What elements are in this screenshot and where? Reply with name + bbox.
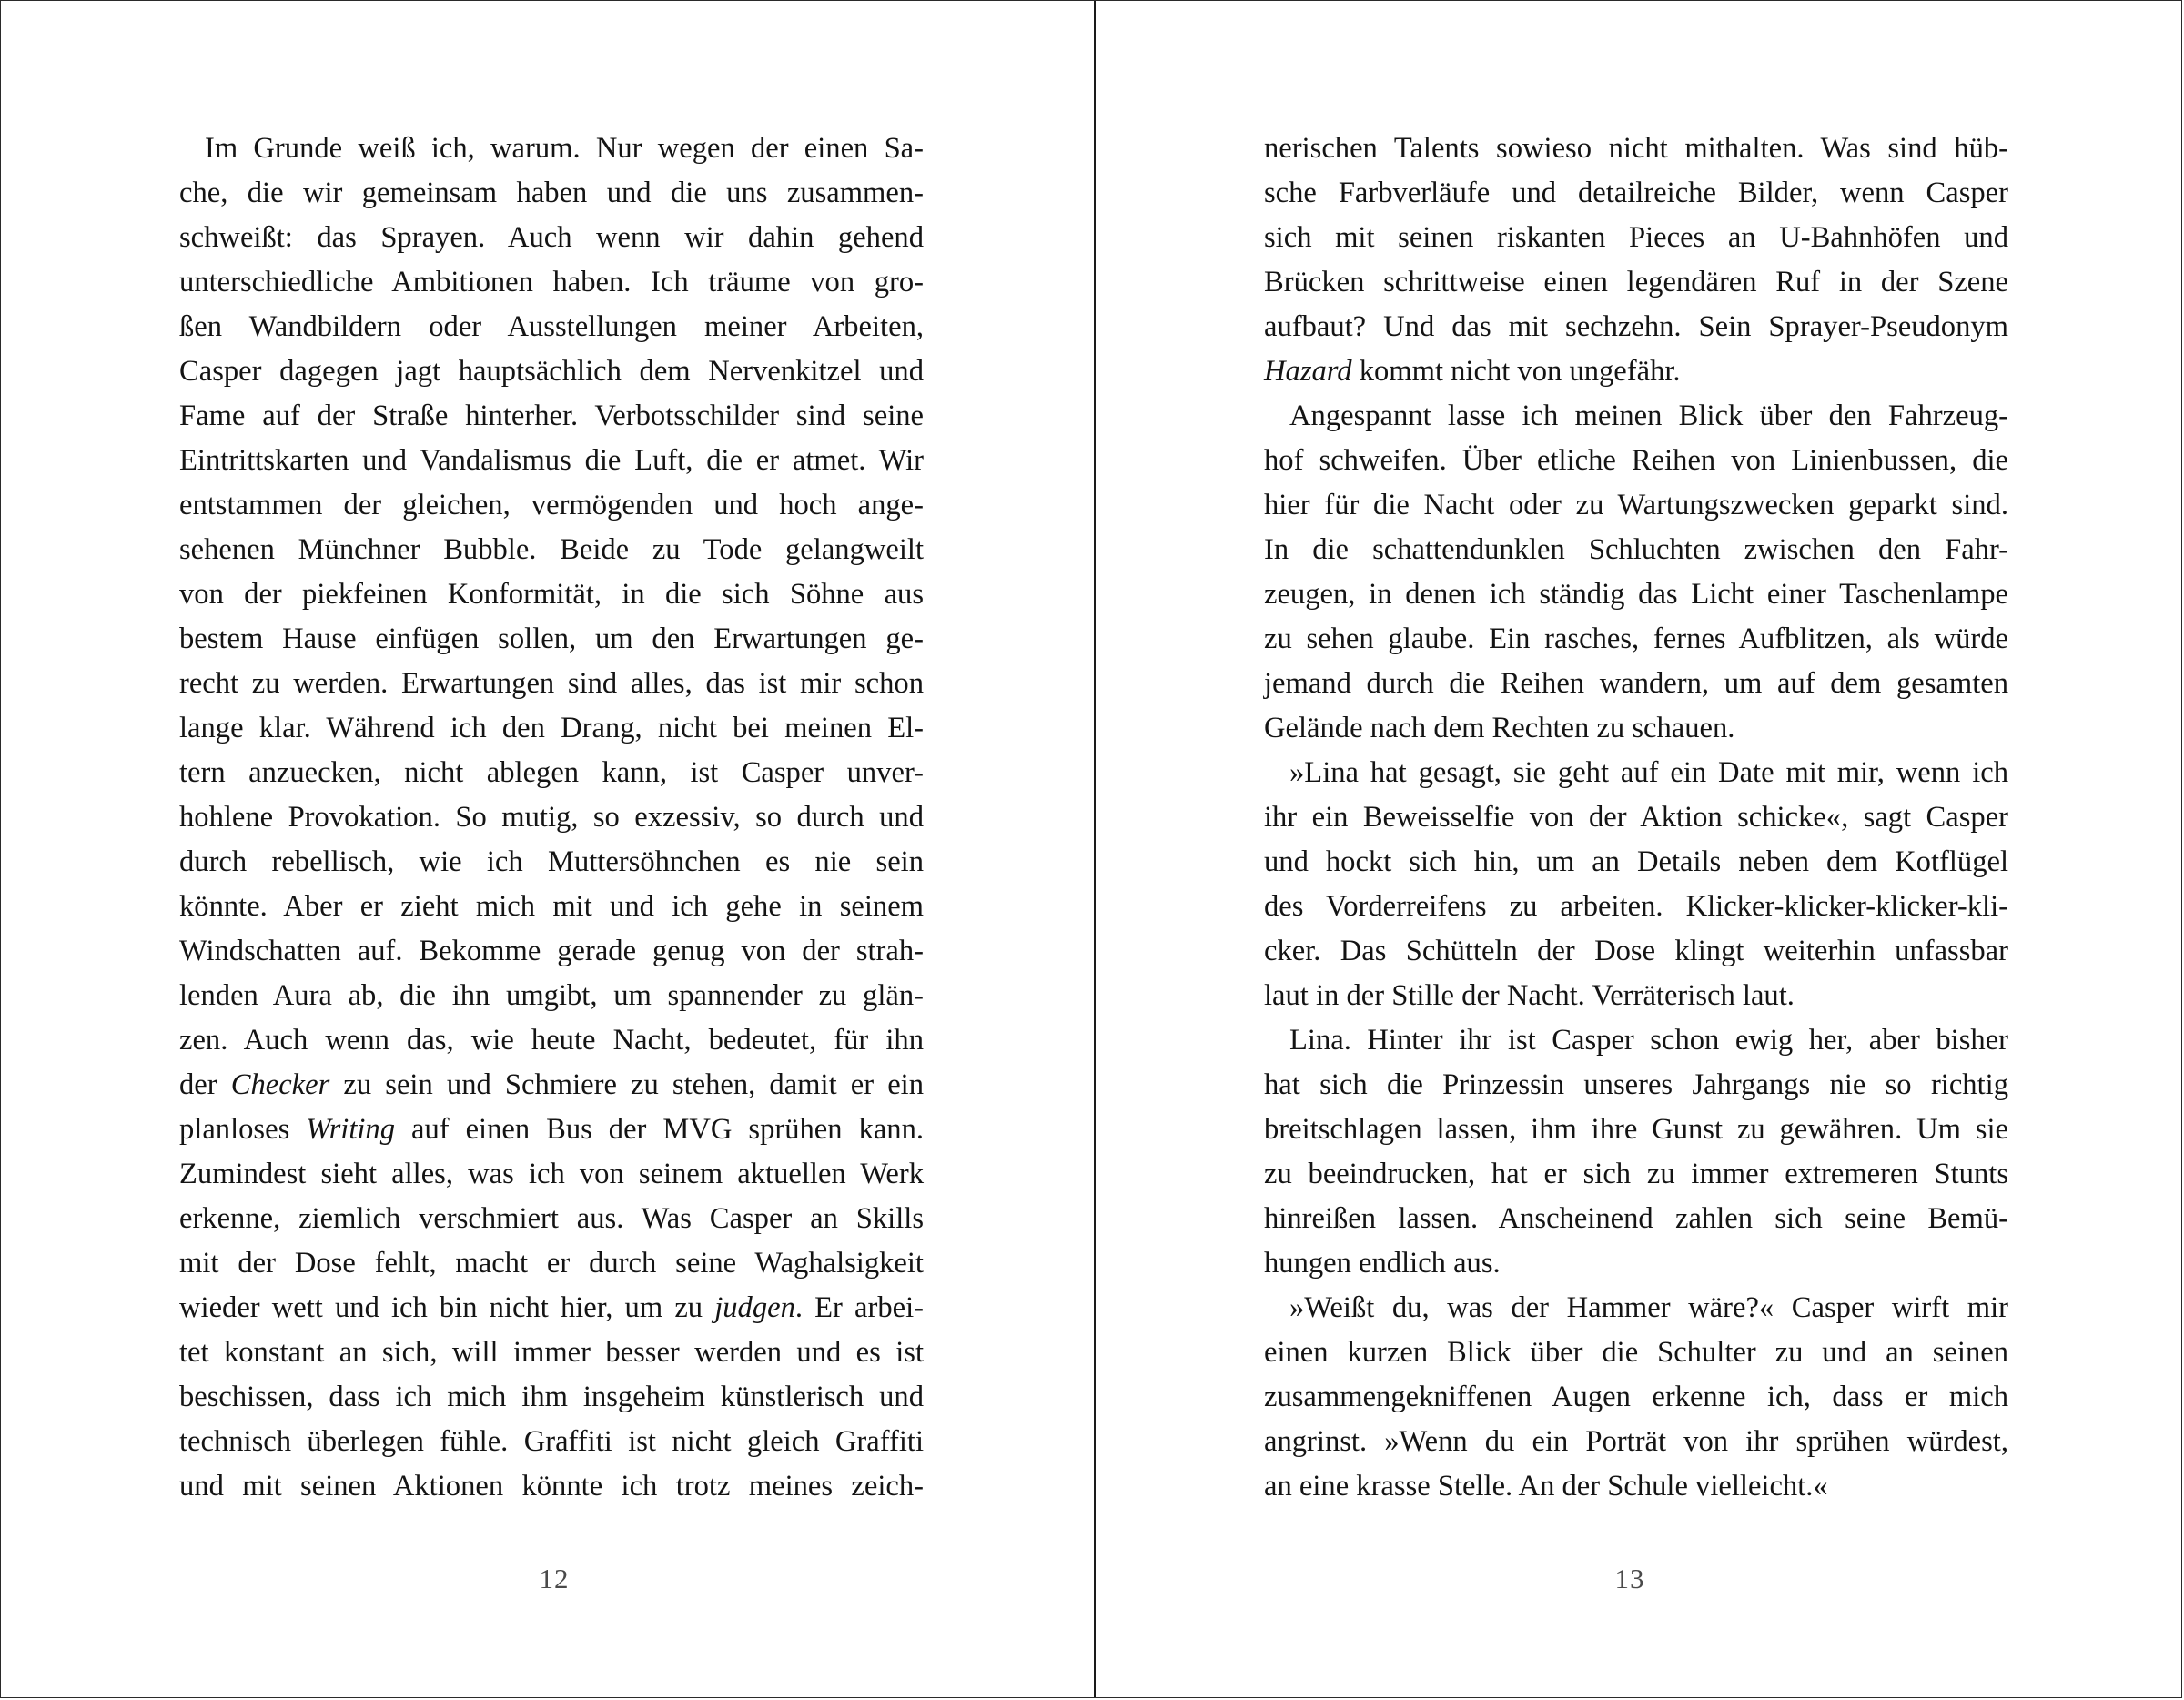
text-line: tet konstant an sich, will immer besser werden und es ist bbox=[179, 1336, 924, 1369]
text-line: entstammen der gleichen, vermögenden und hoch ange- bbox=[179, 489, 924, 521]
text-line: aufbaut? Und das mit sechzehn. Sein Sprayer-Pseudonym bbox=[1264, 310, 2008, 343]
text-line: einen kurzen Blick über die Schulter zu und an seinen bbox=[1264, 1336, 2008, 1369]
text-line: laut in der Stille der Nacht. Verräterisch laut. bbox=[1264, 979, 1795, 1012]
text-line: beschissen, dass ich mich ihm insgeheim künstlerisch und bbox=[179, 1381, 924, 1413]
text-line: Gelände nach dem Rechten zu schauen. bbox=[1264, 712, 1735, 744]
text-line bbox=[179, 1108, 924, 1152]
text-line: sche Farbverläufe und detailreiche Bilder, wenn Casper bbox=[1264, 177, 2008, 209]
text-line: und mit seinen Aktionen könnte ich trotz meines zeich- bbox=[179, 1470, 924, 1503]
text-line: hungen endlich aus. bbox=[1264, 1247, 1501, 1280]
text-line: schweißt: das Sprayen. Auch wenn wir dahin gehend bbox=[179, 221, 924, 254]
text-line: Angespannt lasse ich meinen Blick über den Fahrzeug- bbox=[1289, 400, 2008, 432]
right-page-number: 13 bbox=[1614, 1563, 1645, 1594]
text-line: zu sehen glaube. Ein rasches, fernes Aufblitzen, als würde bbox=[1264, 622, 2008, 655]
text-segment: kommt nicht von ungefähr. bbox=[1351, 355, 1681, 388]
italic-term: Hazard bbox=[1264, 355, 1352, 388]
text-line: Windschatten auf. Bekomme gerade genug von der strah- bbox=[179, 935, 924, 967]
text-line: nerischen Talents sowieso nicht mithalten. Was sind hüb- bbox=[1264, 132, 2008, 165]
text-line: sehenen Münchner Bubble. Beide zu Tode gelangweilt bbox=[179, 533, 924, 566]
text-line: könnte. Aber er zieht mich mit und ich gehe in seinem bbox=[179, 890, 924, 923]
text-line: »Weißt du, was der Hammer wäre?« Casper wirft mir bbox=[1289, 1291, 2008, 1324]
right-page-text bbox=[1264, 126, 2008, 1510]
left-page-number: 12 bbox=[539, 1563, 570, 1594]
text-line: hier für die Nacht oder zu Wartungszwecken geparkt sind. bbox=[1264, 489, 2008, 521]
left-page-text bbox=[179, 126, 924, 1510]
text-line: Im Grunde weiß ich, warum. Nur wegen der einen Sa- bbox=[205, 132, 924, 165]
text-line: Lina. Hinter ihr ist Casper schon ewig her, aber bisher bbox=[1289, 1024, 2008, 1057]
text-line: breitschlagen lassen, ihm ihre Gunst zu gewähren. Um sie bbox=[1264, 1113, 2008, 1146]
text-line: recht zu werden. Erwartungen sind alles, das ist mir schon bbox=[179, 667, 924, 700]
text-line: hinreißen lassen. Anscheinend zahlen sich seine Bemü- bbox=[1264, 1202, 2008, 1235]
text-segment: zu sein und Schmiere zu stehen, damit er ein bbox=[329, 1068, 924, 1101]
text-line: In die schattendunklen Schluchten zwischen den Fahr- bbox=[1264, 533, 2008, 566]
text-line: sich mit seinen riskanten Pieces an U-Bahnhöfen und bbox=[1264, 221, 2008, 254]
text-line: Casper dagegen jagt hauptsächlich dem Nervenkitzel und bbox=[179, 355, 924, 388]
text-line: technisch überlegen fühle. Graffiti ist nicht gleich Graffiti bbox=[179, 1425, 924, 1458]
text-line: Fame auf der Straße hinterher. Verbotsschilder sind seine bbox=[179, 400, 924, 432]
text-line: zen. Auch wenn das, wie heute Nacht, bedeutet, für ihn bbox=[179, 1024, 924, 1057]
text-line: erkenne, ziemlich verschmiert aus. Was Casper an Skills bbox=[179, 1202, 924, 1235]
text-line: bestem Hause einfügen sollen, um den Erwartungen ge- bbox=[179, 622, 924, 655]
text-line bbox=[179, 1063, 924, 1108]
text-line: ßen Wandbildern oder Ausstellungen meiner Arbeiten, bbox=[179, 310, 924, 343]
text-segment: . Er arbei- bbox=[794, 1291, 924, 1324]
text-line: ihr ein Beweisselfie von der Aktion schicke«, sagt Casper bbox=[1264, 801, 2008, 834]
text-line: und hockt sich hin, um an Details neben dem Kotflügel bbox=[1264, 845, 2008, 878]
text-line: cker. Das Schütteln der Dose klingt weiterhin unfassbar bbox=[1264, 935, 2008, 967]
text-line: jemand durch die Reihen wandern, um auf dem gesamten bbox=[1264, 667, 2008, 700]
text-line: tern anzuecken, nicht ablegen kann, ist Casper unver- bbox=[179, 756, 924, 789]
text-line: des Vorderreifens zu arbeiten. Klicker-klicker-klicker-kli- bbox=[1264, 890, 2008, 923]
text-line: che, die wir gemeinsam haben und die uns zusammen- bbox=[179, 177, 924, 209]
italic-term: judgen bbox=[714, 1291, 795, 1324]
text-segment: planloses bbox=[179, 1113, 307, 1146]
text-line bbox=[179, 1286, 924, 1331]
text-line bbox=[1264, 349, 2008, 394]
text-line: unterschiedliche Ambitionen haben. Ich träume von gro- bbox=[179, 266, 924, 299]
text-line: lenden Aura ab, die ihn umgibt, um spannender zu glän- bbox=[179, 979, 924, 1012]
text-line: hof schweifen. Über etliche Reihen von Linienbussen, die bbox=[1264, 444, 2008, 477]
text-line: »Lina hat gesagt, sie geht auf ein Date mit mir, wenn ich bbox=[1289, 756, 2008, 789]
text-line: Zumindest sieht alles, was ich von seinem aktuellen Werk bbox=[179, 1158, 924, 1190]
text-line: lange klar. Während ich den Drang, nicht bei meinen El- bbox=[179, 712, 924, 744]
right-page bbox=[1095, 1, 2184, 1697]
text-line: zeugen, in denen ich ständig das Licht einer Taschenlampe bbox=[1264, 578, 2008, 611]
text-line: mit der Dose fehlt, macht er durch seine Waghalsigkeit bbox=[179, 1247, 924, 1280]
left-page bbox=[1, 1, 1093, 1697]
text-line: hohlene Provokation. So mutig, so exzessiv, so durch und bbox=[179, 801, 924, 834]
text-line: zu beeindrucken, hat er sich zu immer extremeren Stunts bbox=[1264, 1158, 2008, 1190]
text-line: zusammengekniffenen Augen erkenne ich, dass er mich bbox=[1264, 1381, 2008, 1413]
text-line: durch rebellisch, wie ich Muttersöhnchen es nie sein bbox=[179, 845, 924, 878]
italic-term: Writing bbox=[306, 1113, 395, 1146]
text-segment: auf einen Bus der MVG sprühen kann. bbox=[395, 1113, 925, 1146]
text-segment: der bbox=[179, 1068, 231, 1101]
text-line: an eine krasse Stelle. An der Schule vielleicht.« bbox=[1264, 1470, 1828, 1503]
italic-term: Checker bbox=[230, 1068, 330, 1101]
text-line: hat sich die Prinzessin unseres Jahrgangs nie so richtig bbox=[1264, 1068, 2008, 1101]
text-line: Eintrittskarten und Vandalismus die Luft, die er atmet. Wir bbox=[179, 444, 924, 477]
text-line: von der piekfeinen Konformität, in die sich Söhne aus bbox=[179, 578, 924, 611]
text-line: Brücken schrittweise einen legendären Ruf in der Szene bbox=[1264, 266, 2008, 299]
text-segment: wieder wett und ich bin nicht hier, um zu bbox=[179, 1291, 715, 1324]
text-line: angrinst. »Wenn du ein Porträt von ihr sprühen würdest, bbox=[1264, 1425, 2008, 1458]
